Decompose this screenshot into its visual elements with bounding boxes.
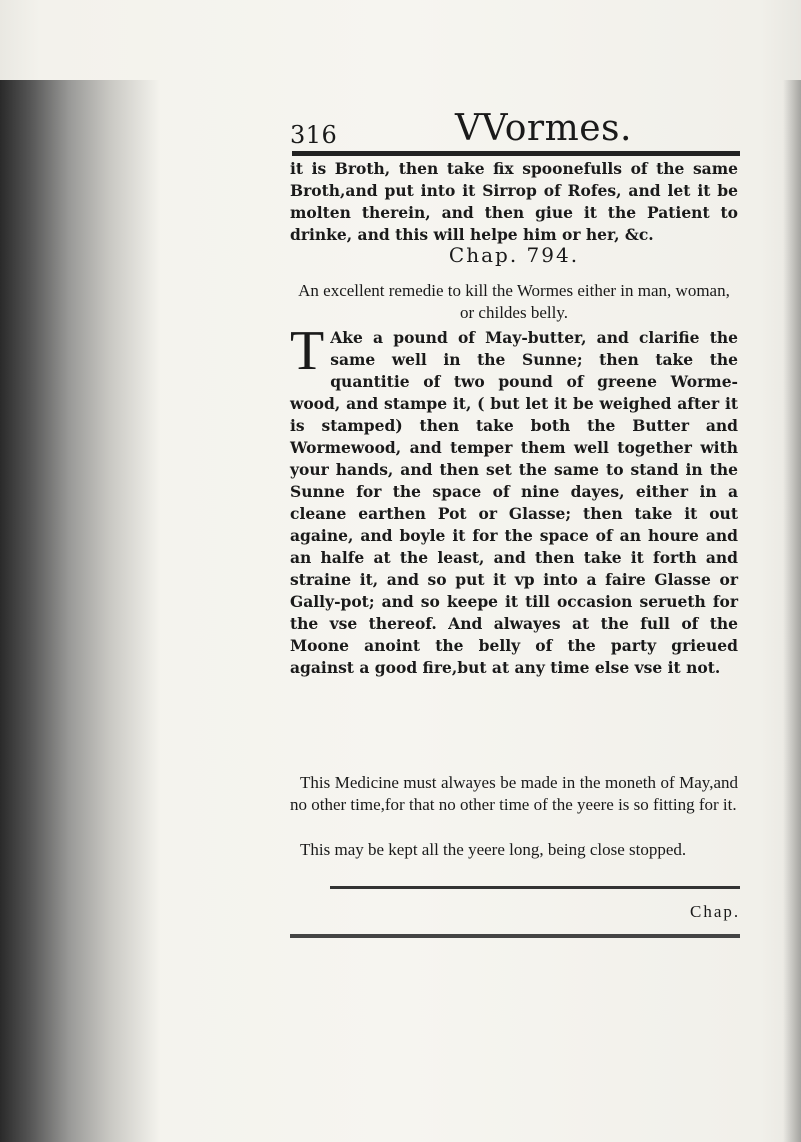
intro-paragraph: it is Broth, then take fix spoonefulls of the same Broth,and put into it Sirrop of Rofes, and let it be molten therein, and then giue it the Patient to drinke, and this will helpe him or her, &c.	[290, 159, 738, 244]
note-paragraph: This may be kept all the yeere long, being close stopped.	[300, 840, 687, 859]
note-paragraph: This Medicine must alwayes be made in the moneth of May,and no other time,for that no other time of the yeere is so fitting for it.	[290, 773, 738, 814]
book-binding-shadow	[0, 80, 160, 1142]
chapter-title: An excellent remedie to kill the Wormes either in man, woman, or childes belly.	[298, 281, 730, 322]
drop-cap: T	[290, 320, 325, 382]
bottom-rule	[290, 934, 740, 938]
catchword: Chap.	[690, 902, 741, 921]
page-edge-shadow	[783, 80, 801, 1142]
page-number: 316	[290, 121, 338, 149]
recipe-paragraph	[290, 320, 738, 679]
chapter-heading: Chap. 794.	[448, 243, 580, 267]
footer-rule	[330, 886, 740, 889]
recipe-text: Ake a pound of May-butter, and clarifie the same well in the Sunne; then take the quantitie of two pound of greene Worme-wood, and stampe it, ( but let it be weighed after it is stamped) then take both the Butter and Wormewood, and temper them well together with your hands, and then set the same to stand in the Sunne for the space of nine dayes, either in a cleane earthen Pot or Glasse; then take it out againe, and boyle it for the space of an houre and an halfe at the least, and then take it forth and straine it, and so put it vp into a faire Glasse or Gally-pot; and so keepe it till occasion serueth for the vse thereof. And alwayes at the full of the Moone anoint the belly of the party grieued against a good fire,but at any time else vse it not.	[290, 328, 738, 677]
header-rule	[292, 151, 740, 156]
running-head: VVormes.	[455, 108, 632, 149]
